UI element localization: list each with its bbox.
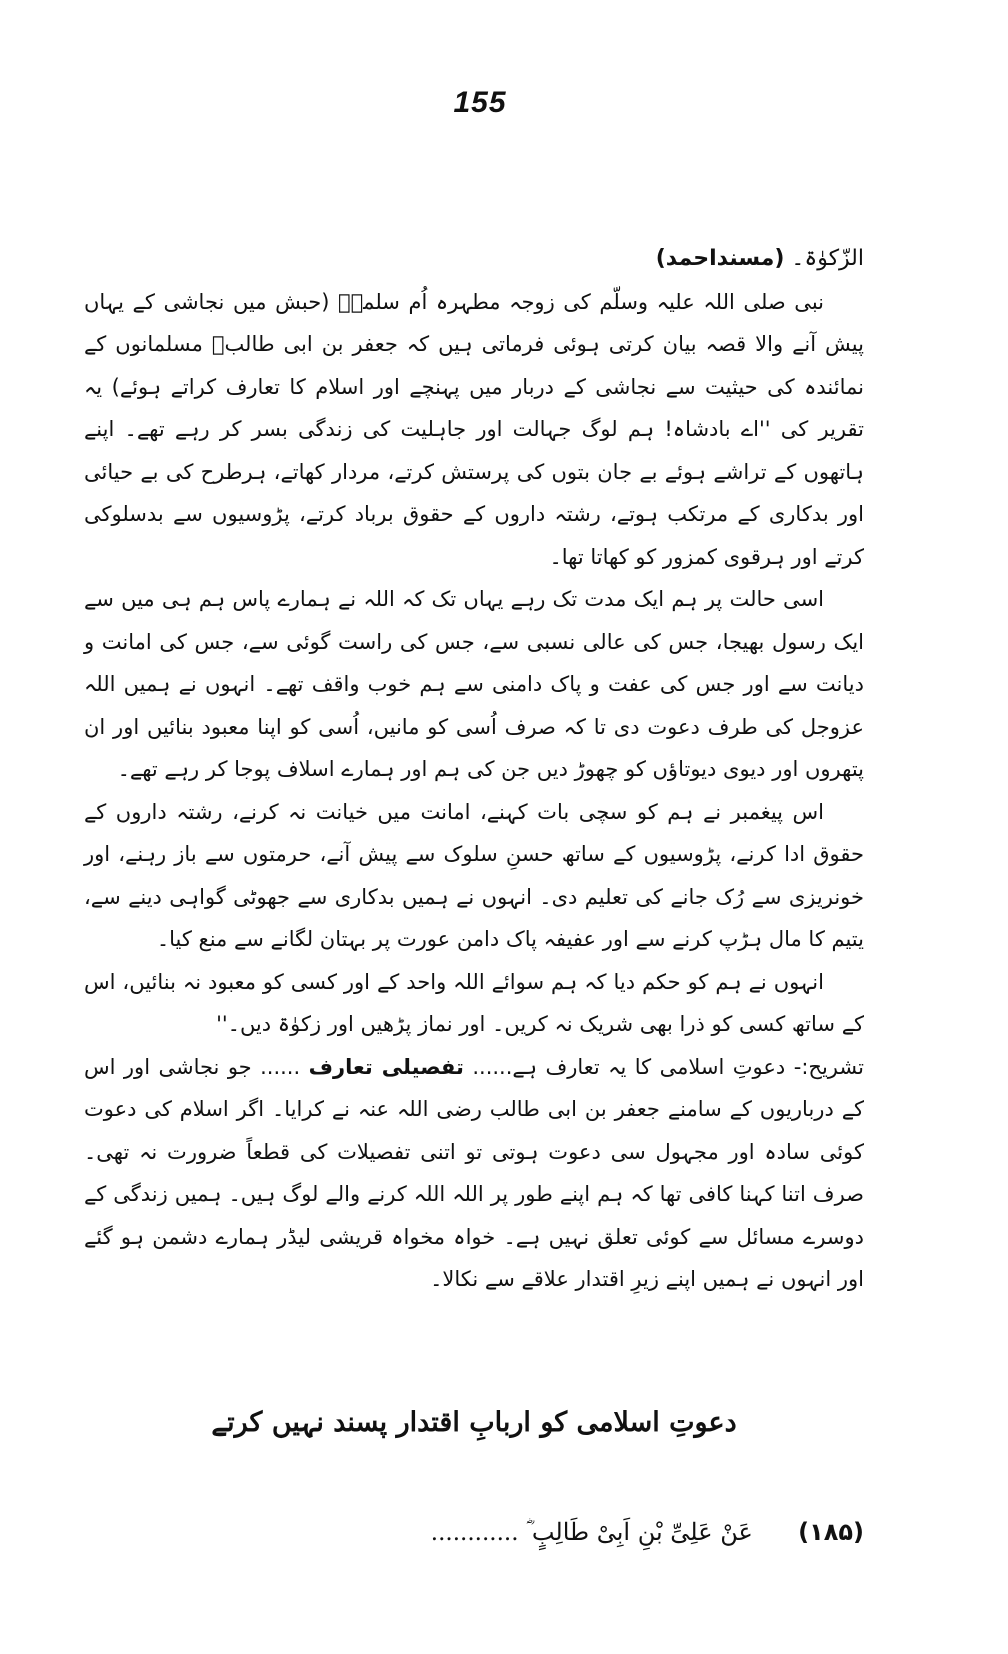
paragraph-3: اس پیغمبر نے ہم کو سچی بات کہنے، امانت میں خیانت نہ کرنے، رشتہ داروں کے حقوق ادا کرنے، پڑوسیوں کے ساتھ حسنِ سلوک سے پیش آنے، حرمتوں سے باز رہنے، اور خونریزی سے رُک جانے کی تعلیم دی۔ انہوں نے ہمیں بدکاری سے جھوٹی گواہی دینے سے، یتیم کا مال ہڑپ کرنے سے اور عفیفہ پاک دامن عورت پر بہتان لگانے سے منع کیا۔	[84, 799, 864, 951]
paragraph-sharh	[84, 1046, 864, 1301]
sharh-lead: دعوتِ اسلامی کا یہ تعارف ہے......	[472, 1054, 786, 1079]
page-number: 155	[453, 86, 507, 119]
section-heading: دعوتِ اسلامی کو اربابِ اقتدار پسند نہیں کرتے	[211, 1407, 737, 1438]
hadith-narrator: عَنْ عَلِیِّ بْنِ اَبِیْ طَالِبٍ ؓ	[525, 1518, 753, 1546]
source-reference: (مسنداحمد)	[655, 246, 785, 271]
lead-word: الزّکوٰۃ۔	[791, 246, 864, 271]
sharh-label: تشریح:-	[793, 1054, 864, 1079]
hadith-dots: ............	[430, 1520, 519, 1546]
paragraph-4: انہوں نے ہم کو حکم دیا کہ ہم سوائے اللہ واحد کے اور کسی کو معبود نہ بنائیں، اس کے ساتھ کسی کو ذرا بھی شریک نہ کریں۔ اور نماز پڑھیں اور زکوٰۃ دیں۔''	[84, 969, 864, 1036]
body-text	[84, 238, 864, 1301]
sharh-title: تفصیلی تعارف	[308, 1054, 464, 1079]
hadith-number: (۱۸۵)	[798, 1518, 864, 1546]
paragraph-2: اسی حالت پر ہم ایک مدت تک رہے یہاں تک کہ اللہ نے ہمارے پاس ہم ہی میں سے ایک رسول بھیجا، جس کی عالی نسبی سے، جس کی راست گوئی سے، جس کی امانت و دیانت سے اور جس کی عفت و پاک دامنی سے ہم خوب واقف تھے۔ انہوں نے ہمیں اللہ عزوجل کی طرف دعوت دی تا کہ صرف اُسی کو مانیں، اُسی کو اپنا معبود بنائیں اور ان پتھروں اور دیوی دیوتاؤں کو چھوڑ دیں جن کی ہم اور ہمارے اسلاف پوجا کر رہے تھے۔	[84, 587, 864, 781]
sharh-text: ...... جو نجاشی اور اس کے درباریوں کے سامنے جعفر بن ابی طالب رضی اللہ عنہ نے کرایا۔ اگر اسلام کی دعوت کوئی سادہ اور مجہول سی دعوت ہوتی تو اتنی تفصیلات کی قطعاً ضرورت نہ تھی۔ صرف اتنا کہنا کافی تھا کہ ہم اپنے طور پر اللہ اللہ کرنے والے لوگ ہیں۔ ہمیں زندگی کے دوسرے مسائل سے کوئی تعلق نہیں ہے۔ خواہ مخواہ قریشی لیڈر ہمارے دشمن ہو گئے اور انہوں نے ہمیں اپنے زیرِ اقتدار علاقے سے نکالا۔	[84, 1054, 864, 1291]
paragraph-intro	[84, 238, 864, 281]
hadith-line	[84, 1510, 864, 1555]
paragraph-1: نبی صلی اللہ علیہ وسلّم کی زوجہ مطہرہ اُم سلمہؓ (حبش میں نجاشی کے یہاں پیش آنے والا قصہ بیان کرتی ہوئی فرماتی ہیں کہ جعفر بن ابی طالبؓ مسلمانوں کے نمائندہ کی حیثیت سے نجاشی کے دربار میں پہنچے اور اسلام کا تعارف کراتے ہوئے) یہ تقریر کی ''اے بادشاہ! ہم لوگ جہالت اور جاہلیت کی زندگی بسر کر رہے تھے۔ اپنے ہاتھوں کے تراشے ہوئے بے جان بتوں کی پرستش کرتے، مردار کھاتے، ہرطرح کی بے حیائی اور بدکاری کے مرتکب ہوتے، رشتہ داروں کے حقوق برباد کرتے، پڑوسیوں سے بدسلوکی کرتے اور ہرقوی کمزور کو کھاتا تھا۔	[84, 289, 864, 569]
